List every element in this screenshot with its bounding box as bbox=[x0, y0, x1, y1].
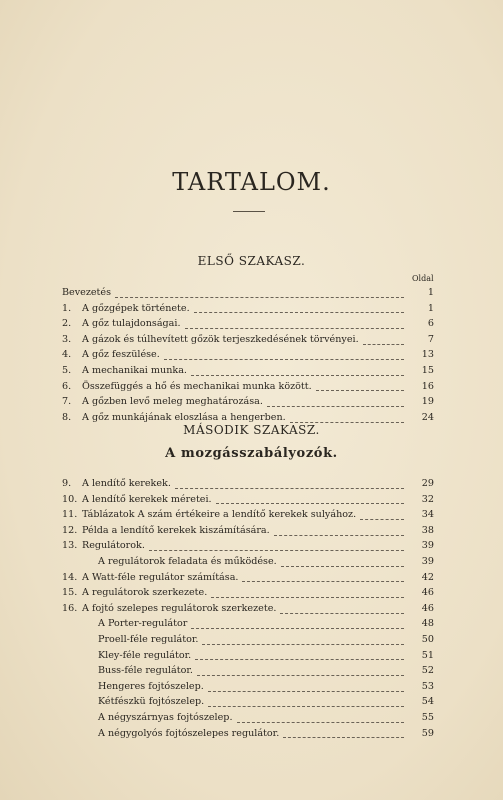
toc-entry-page: 39 bbox=[421, 555, 434, 567]
toc-entry bbox=[62, 285, 434, 301]
toc-entry-title: Kley-féle regulátor. bbox=[98, 649, 192, 661]
dot-leader bbox=[202, 635, 404, 645]
section2-subtitle: A mozgásszabályozók. bbox=[165, 446, 338, 461]
toc-entry-number: 9. bbox=[62, 478, 72, 489]
toc-entry bbox=[62, 554, 434, 570]
toc-entry-title: A gőzben levő meleg meghatározása. bbox=[82, 396, 263, 408]
toc-entry-number: 1. bbox=[62, 302, 72, 314]
toc-entry-title: Hengeres fojtószelep. bbox=[98, 680, 204, 692]
toc-entry-title: A gázok és túlhevített gőzök terjeszkedésének törvényei. bbox=[82, 333, 359, 345]
dot-leader bbox=[237, 713, 405, 723]
toc-entry-page: 7 bbox=[427, 333, 434, 345]
toc-entry-page: 24 bbox=[421, 411, 434, 423]
toc-entry-title: A lendítő kerekek méretei. bbox=[82, 493, 212, 505]
dot-leader bbox=[280, 604, 404, 614]
toc-entry-page: 48 bbox=[421, 618, 434, 630]
section1-heading: ELSŐ SZAKASZ. bbox=[197, 254, 306, 268]
toc-entry bbox=[62, 363, 434, 379]
toc-entry-page: 32 bbox=[421, 493, 434, 505]
toc-entry-page: 13 bbox=[421, 349, 434, 361]
toc-entry-title: A gőz feszülése. bbox=[82, 349, 160, 361]
toc-entry-title: A gőzgépek története. bbox=[82, 302, 190, 314]
toc-entry bbox=[62, 632, 434, 648]
toc-entry-title: Példa a lendítő kerekek kiszámítására. bbox=[82, 524, 270, 536]
toc-entry-number: 4. bbox=[62, 349, 72, 361]
toc-entry-number: 11. bbox=[62, 509, 78, 521]
toc-entry-page: 46 bbox=[421, 602, 434, 614]
toc-entry-number: 14. bbox=[62, 571, 78, 583]
toc-entry-title: Táblázatok A szám értékeire a lendítő kerekek sulyához. bbox=[82, 509, 357, 521]
toc-entry-page: 15 bbox=[421, 364, 434, 376]
dot-leader bbox=[242, 572, 404, 582]
toc-entry-title: A regulátorok szerkezete. bbox=[82, 587, 208, 599]
toc-entry-page: 29 bbox=[421, 478, 434, 489]
dot-leader bbox=[175, 479, 404, 489]
toc-entry-page: 39 bbox=[421, 540, 434, 552]
dot-leader bbox=[274, 526, 404, 536]
toc-entry-page: 52 bbox=[421, 665, 434, 677]
toc-entry-title: A regulátorok feladata és működése. bbox=[98, 555, 277, 567]
toc-entry bbox=[62, 394, 434, 410]
toc-entry-title: A gőz munkájának eloszlása a hengerben. bbox=[82, 411, 286, 423]
toc-entry-page: 42 bbox=[421, 571, 434, 583]
toc-entry bbox=[62, 710, 434, 726]
toc-entry-number: 16. bbox=[62, 602, 78, 614]
toc-entry-number: 6. bbox=[62, 380, 72, 392]
toc-entry-number: 8. bbox=[62, 411, 72, 423]
dot-leader bbox=[164, 350, 404, 360]
toc-entry bbox=[62, 492, 434, 508]
toc-entry-page: 55 bbox=[421, 711, 434, 723]
dot-leader bbox=[195, 650, 404, 660]
toc-entry bbox=[62, 726, 434, 742]
toc-entry bbox=[62, 316, 434, 332]
dot-leader bbox=[208, 682, 404, 692]
dot-leader bbox=[208, 697, 404, 707]
toc-entry-title: A fojtó szelepes regulátorok szerkezete. bbox=[82, 602, 277, 614]
toc-entry-page: 50 bbox=[421, 633, 434, 645]
toc-entry bbox=[62, 616, 434, 632]
dot-leader bbox=[115, 288, 404, 298]
dot-leader bbox=[211, 588, 404, 598]
toc-entry-title: Bevezetés bbox=[62, 287, 112, 298]
toc-entry-page: 46 bbox=[421, 587, 434, 599]
toc-entry bbox=[62, 476, 434, 492]
toc-entry-page: 16 bbox=[421, 380, 434, 392]
toc-entry-page: 59 bbox=[421, 727, 434, 739]
toc-entry-number: 10. bbox=[62, 493, 78, 505]
toc-entry-page: 1 bbox=[427, 287, 434, 298]
toc-entry-title: Regulátorok. bbox=[82, 540, 145, 552]
toc-entry bbox=[62, 332, 434, 348]
toc-entry-page: 54 bbox=[421, 696, 434, 708]
toc-entry-title: A négyszárnyas fojtószelep. bbox=[98, 711, 233, 723]
dot-leader bbox=[283, 728, 404, 738]
toc-entry-title: A Porter-regulátor bbox=[98, 618, 188, 630]
dot-leader bbox=[281, 557, 404, 567]
toc-entry bbox=[62, 379, 434, 395]
dot-leader bbox=[191, 619, 404, 629]
dot-leader bbox=[149, 541, 404, 551]
toc-entry-title: A gőz tulajdonságai. bbox=[82, 318, 181, 330]
dot-leader bbox=[267, 397, 404, 407]
toc-entry bbox=[62, 507, 434, 523]
toc-entry bbox=[62, 679, 434, 695]
toc-entry-page: 19 bbox=[421, 396, 434, 408]
toc-entry-number: 12. bbox=[62, 524, 78, 536]
toc-entry-page: 6 bbox=[427, 318, 434, 330]
toc-entry bbox=[62, 648, 434, 664]
dot-leader bbox=[290, 413, 404, 423]
section2-heading: MÁSODIK SZAKASZ. bbox=[183, 423, 320, 437]
dot-leader bbox=[316, 381, 404, 391]
toc-entry-page: 34 bbox=[421, 509, 434, 521]
toc-entry bbox=[62, 523, 434, 539]
toc-entry-title: Összefüggés a hő és mechanikai munka között. bbox=[82, 380, 312, 392]
dot-leader bbox=[191, 366, 404, 376]
toc-entry-title: A lendítő kerekek. bbox=[82, 478, 171, 489]
toc-entry-page: 1 bbox=[427, 302, 434, 314]
toc-entry-title: Kétfészkü fojtószelep. bbox=[98, 696, 205, 708]
page-title: TARTALOM. bbox=[172, 168, 331, 196]
toc-entry-number: 13. bbox=[62, 540, 78, 552]
toc-entry-title: Proell-féle regulátor. bbox=[98, 633, 199, 645]
dot-leader bbox=[216, 494, 404, 504]
dot-leader bbox=[197, 666, 404, 676]
toc-entry-number: 7. bbox=[62, 396, 72, 408]
dot-leader bbox=[194, 303, 404, 313]
toc-entry bbox=[62, 585, 434, 601]
toc-entry-title: A négygolyós fojtószelepes regulátor. bbox=[98, 727, 280, 739]
toc-entry bbox=[62, 601, 434, 617]
dot-leader bbox=[360, 510, 404, 520]
toc-entry-number: 3. bbox=[62, 333, 72, 345]
page-column-label: Oldal bbox=[412, 274, 434, 283]
toc-entry bbox=[62, 570, 434, 586]
toc-entry bbox=[62, 694, 434, 710]
toc-entry-title: A mechanikai munka. bbox=[82, 364, 187, 376]
toc-entry bbox=[62, 663, 434, 679]
title-divider bbox=[233, 211, 265, 212]
toc-section1 bbox=[62, 285, 434, 425]
toc-entry-number: 5. bbox=[62, 364, 72, 376]
toc-entry-number: 2. bbox=[62, 318, 72, 330]
toc-entry-title: A Watt-féle regulátor számítása. bbox=[82, 571, 239, 583]
toc-section2 bbox=[62, 476, 434, 741]
dot-leader bbox=[363, 335, 404, 345]
toc-entry bbox=[62, 301, 434, 317]
toc-entry-title: Buss-féle regulátor. bbox=[98, 665, 193, 677]
toc-entry bbox=[62, 347, 434, 363]
toc-entry-page: 53 bbox=[421, 680, 434, 692]
toc-entry bbox=[62, 538, 434, 554]
toc-entry-page: 38 bbox=[421, 524, 434, 536]
toc-entry-page: 51 bbox=[421, 649, 434, 661]
toc-entry-number: 15. bbox=[62, 587, 78, 599]
dot-leader bbox=[185, 319, 404, 329]
